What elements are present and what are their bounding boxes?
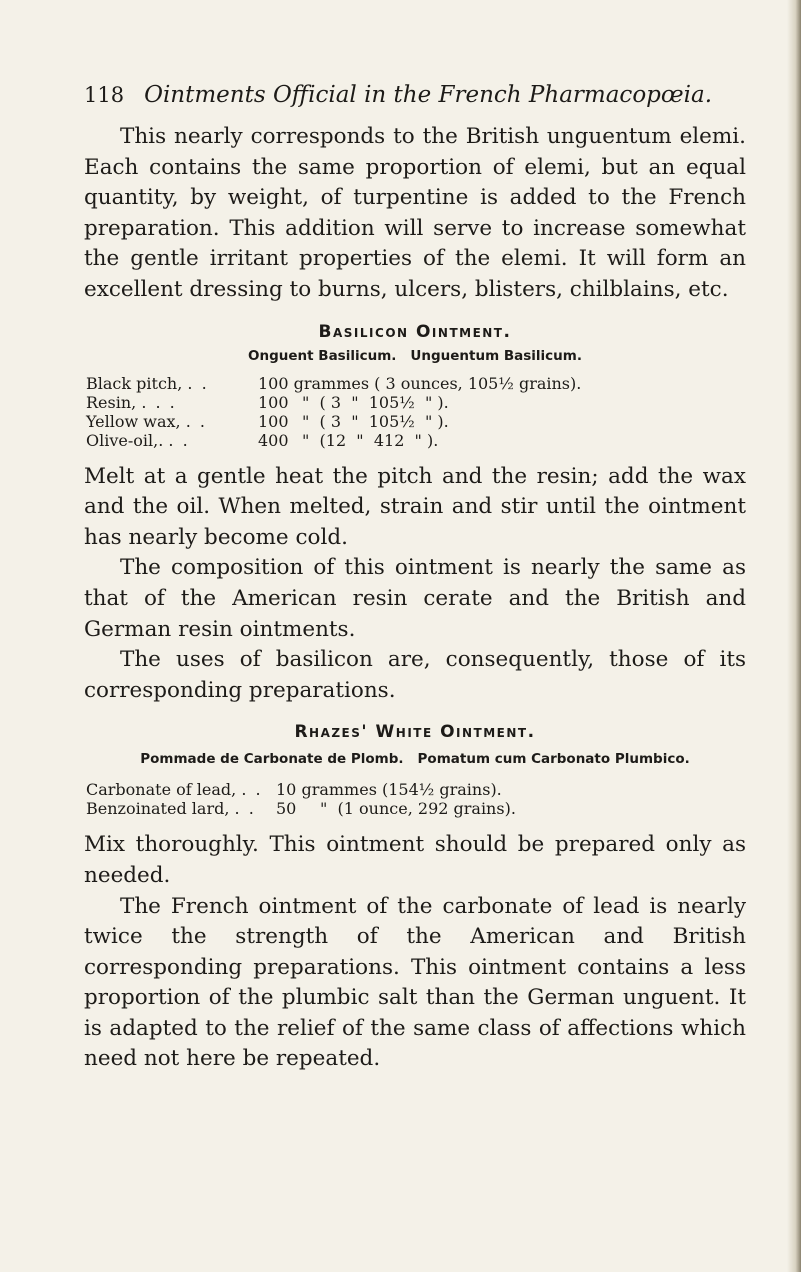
ingredient-row [86, 412, 581, 431]
ingredient-grammes: 400 [258, 430, 289, 450]
leader-dots: . . [187, 373, 209, 393]
section-subtitle-basilicon [84, 348, 746, 364]
ingredient-table-basilicon [86, 374, 581, 450]
subtitle-latin: Unguentum Basilicum. [410, 347, 582, 364]
paragraph-rhazes-method: Mix thoroughly. This ointment should be prepared only as needed. [84, 832, 746, 888]
ingredient-grammes: 100 [258, 411, 289, 431]
ingredient-row [86, 393, 581, 412]
ingredient-grammes: 50 [276, 799, 297, 819]
leader-dots: . . . [141, 392, 177, 412]
leader-dots: . . [185, 411, 207, 431]
ingredient-grammes: 10 grammes [276, 780, 377, 800]
subtitle-latin: Pomatum cum Carbonato Plumbico. [417, 751, 690, 768]
ingredient-name: Black pitch, [86, 373, 183, 393]
page-number: 118 [84, 83, 125, 107]
ingredient-grammes: 100 [258, 392, 289, 412]
section-subtitle-rhazes [84, 748, 746, 770]
ingredient-equivalent: (154½ grains). [382, 780, 502, 800]
ingredient-name: Resin, [86, 392, 137, 412]
paragraph-basilicon-method: Melt at a gentle heat the pitch and the resin; add the wax and the oil. When melted, strain and stir until the ointment has nearly become cold. [84, 463, 746, 550]
paragraph-elemi-note: This nearly corresponds to the British unguentum elemi. Each contains the same proportion of elemi, but an equal quantity, by weight, of turpentine is added to the French preparation. This addition will serve to increase somewhat the gentle irritant properties of the elemi. It will form an excellent dressing to burns, ulcers, blisters, chilblains, etc. [84, 124, 746, 302]
ingredient-name: Carbonate of lead, [86, 780, 237, 800]
ingredient-table-rhazes [86, 780, 516, 818]
ingredient-equivalent: " (12 " 412 " ). [302, 430, 439, 450]
book-page [84, 82, 746, 1075]
paragraph-basilicon-composition: The composition of this ointment is nearly the same as that of the American resin cerate and the British and German resin ointments. [84, 555, 746, 642]
leader-dots: . . [168, 430, 190, 450]
ingredient-row [86, 799, 516, 818]
ingredient-equivalent: " (1 ounce, 292 grains). [320, 799, 516, 819]
ingredient-name: Olive-oil,. [86, 430, 164, 450]
ingredient-equivalent: " ( 3 " 105½ " ). [302, 411, 449, 431]
paragraph-basilicon-uses: The uses of basilicon are, consequently, those of its corresponding preparations. [84, 647, 746, 703]
ingredient-row [86, 374, 581, 393]
leader-dots: . . [241, 780, 263, 800]
section-title-basilicon: Basilicon Ointment. [318, 321, 512, 342]
ingredient-name: Yellow wax, [86, 411, 181, 431]
paragraph-rhazes-strength: The French ointment of the carbonate of lead is nearly twice the strength of the American and British corresponding preparations. This ointment contains a less proportion of the plumbic salt than the German unguent. It is adapted to the relief of the same class of affections which need not here be repeated. [84, 893, 746, 1072]
ingredient-row [86, 780, 516, 799]
ingredient-grammes: 100 grammes [258, 373, 370, 393]
leader-dots: . . [234, 799, 256, 819]
running-title: Ointments Official in the French Pharmacopœia. [144, 82, 713, 108]
subtitle-french: Pommade de Carbonate de Plomb. [140, 751, 404, 768]
ingredient-equivalent: " ( 3 " 105½ " ). [302, 392, 449, 412]
section-title-rhazes: Rhazes' White Ointment. [294, 722, 536, 743]
ingredient-name: Benzoinated lard, [86, 799, 230, 819]
page-header [84, 82, 746, 108]
subtitle-french: Onguent Basilicum. [248, 347, 397, 364]
page-edge-shadow [787, 0, 801, 1272]
ingredient-row [86, 431, 581, 450]
ingredient-equivalent: ( 3 ounces, 105½ grains). [374, 373, 582, 393]
